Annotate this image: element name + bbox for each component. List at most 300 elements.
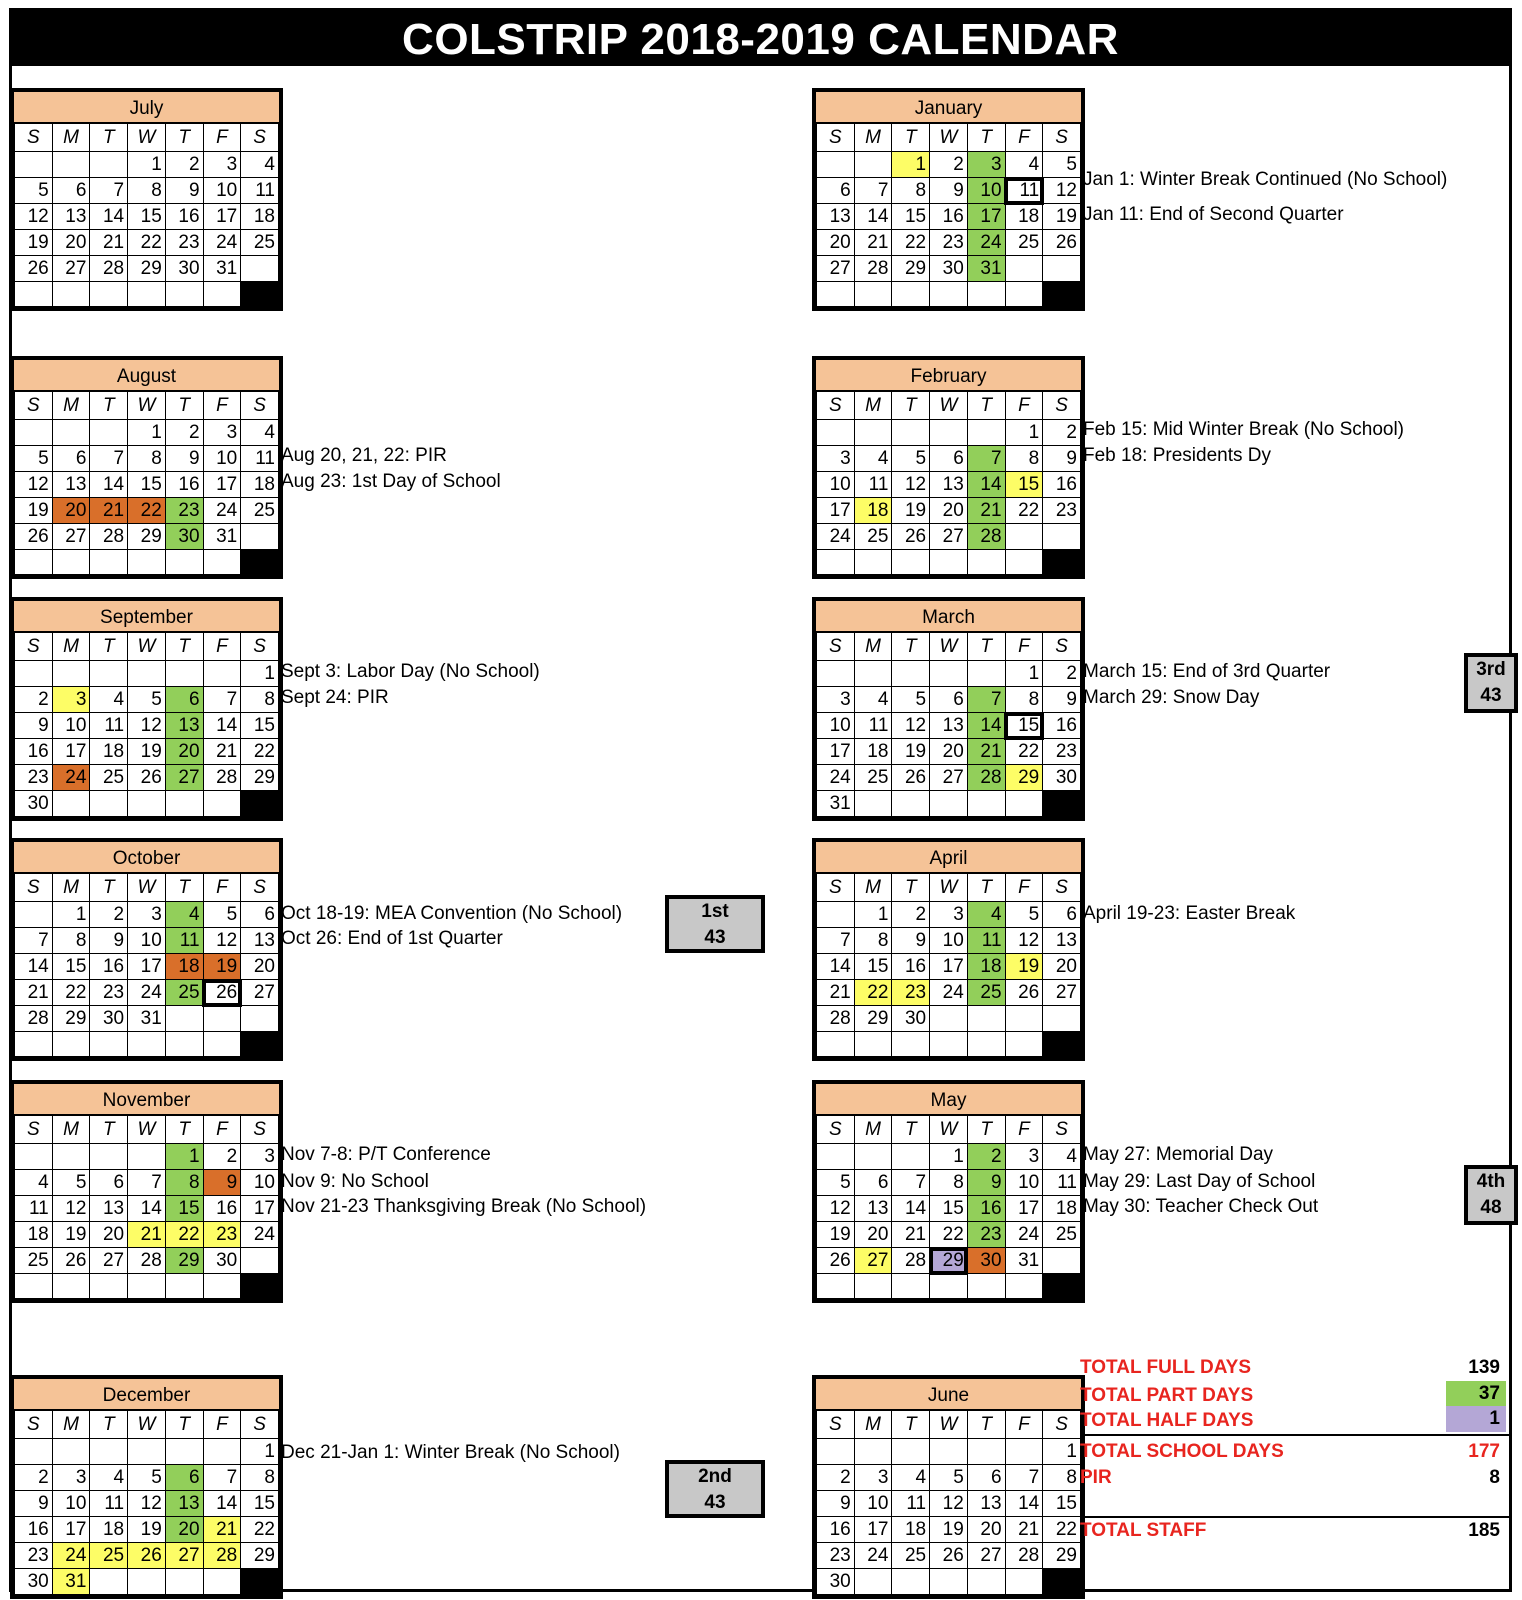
day-cell: 30: [967, 1248, 1005, 1274]
day-cell: 24: [203, 230, 241, 256]
day-cell: 4: [967, 902, 1005, 928]
day-cell: 29: [165, 1248, 203, 1274]
empty-cell: [15, 550, 53, 575]
empty-cell: [892, 282, 930, 307]
empty-cell: [1043, 1006, 1081, 1032]
day-cell: 12: [930, 1491, 968, 1517]
quarter-box-1st: [665, 895, 765, 953]
day-cell: 15: [892, 204, 930, 230]
day-cell: 28: [203, 1543, 241, 1569]
day-cell: 21: [817, 980, 855, 1006]
day-cell: 21: [128, 1222, 166, 1248]
day-cell: 7: [817, 928, 855, 954]
weekday-label: F: [1005, 124, 1043, 152]
day-cell: 24: [817, 765, 855, 791]
week-row: [817, 524, 1081, 550]
day-cell: 25: [241, 230, 279, 256]
empty-cell: [967, 1569, 1005, 1595]
empty-cell: [241, 550, 279, 575]
weekday-label: T: [967, 124, 1005, 152]
empty-cell: [930, 1569, 968, 1595]
day-cell: 21: [854, 230, 892, 256]
day-cell: 15: [52, 954, 90, 980]
empty-cell: [1043, 282, 1081, 307]
day-cell: 22: [241, 739, 279, 765]
month-name: December: [14, 1379, 279, 1410]
day-cell: 20: [1043, 954, 1081, 980]
day-cell: 5: [128, 687, 166, 713]
day-cell: 29: [930, 1248, 968, 1274]
day-cell: 9: [1043, 687, 1081, 713]
day-cell: 17: [128, 954, 166, 980]
day-cell: 2: [165, 152, 203, 178]
day-cell: 24: [1005, 1222, 1043, 1248]
empty-cell: [967, 1032, 1005, 1057]
note-oct-quarter-end: Oct 26: End of 1st Quarter: [281, 928, 503, 949]
weekday-label: S: [15, 874, 53, 902]
empty-cell: [817, 661, 855, 687]
day-cell: 17: [854, 1517, 892, 1543]
weekday-header-row: [817, 1411, 1081, 1439]
quarter-days: 43: [704, 927, 726, 948]
day-cell: 13: [90, 1196, 128, 1222]
total-part-days-value: 37: [1446, 1381, 1506, 1407]
empty-cell: [1005, 282, 1043, 307]
empty-cell: [90, 791, 128, 817]
empty-cell: [1043, 1274, 1081, 1299]
weekday-label: F: [203, 874, 241, 902]
empty-cell: [241, 1274, 279, 1299]
day-cell: 8: [854, 928, 892, 954]
week-row: [817, 204, 1081, 230]
weekday-label: W: [930, 1116, 968, 1144]
empty-cell: [1005, 524, 1043, 550]
day-cell: 7: [892, 1170, 930, 1196]
weekday-label: T: [892, 633, 930, 661]
weekday-label: F: [203, 124, 241, 152]
weekday-label: T: [892, 392, 930, 420]
empty-cell: [90, 1439, 128, 1465]
day-cell: 26: [15, 524, 53, 550]
week-row: [15, 928, 279, 954]
day-cell: 27: [241, 980, 279, 1006]
month-name: January: [816, 92, 1081, 123]
empty-cell: [817, 420, 855, 446]
empty-cell: [128, 661, 166, 687]
day-cell: 28: [15, 1006, 53, 1032]
week-row: [15, 1144, 279, 1170]
day-cell: 10: [52, 713, 90, 739]
day-cell: 16: [892, 954, 930, 980]
weekday-label: W: [128, 1116, 166, 1144]
weekday-label: W: [930, 1411, 968, 1439]
day-cell: 23: [90, 980, 128, 1006]
day-cell: 8: [930, 1170, 968, 1196]
day-cell: 19: [203, 954, 241, 980]
week-row: [817, 446, 1081, 472]
day-cell: 12: [128, 1491, 166, 1517]
empty-cell: [15, 1274, 53, 1299]
day-cell: 22: [128, 498, 166, 524]
empty-cell: [854, 550, 892, 575]
empty-cell: [930, 550, 968, 575]
week-row: [15, 980, 279, 1006]
day-cell: 16: [165, 204, 203, 230]
empty-cell: [203, 1006, 241, 1032]
day-cell: 17: [817, 498, 855, 524]
weekday-label: F: [203, 1411, 241, 1439]
quarter-box-3rd: [1464, 653, 1518, 713]
week-row: [15, 1517, 279, 1543]
month-name: August: [14, 360, 279, 391]
empty-cell: [854, 1439, 892, 1465]
empty-cell: [15, 1032, 53, 1057]
note-dec-winter-break: Dec 21-Jan 1: Winter Break (No School): [281, 1442, 620, 1463]
empty-cell: [90, 1032, 128, 1057]
weekday-label: W: [128, 1411, 166, 1439]
month-grid: [816, 873, 1081, 1057]
day-cell: 2: [817, 1465, 855, 1491]
day-cell: 27: [930, 765, 968, 791]
day-cell: 9: [203, 1170, 241, 1196]
day-cell: 17: [817, 739, 855, 765]
month-name: November: [14, 1084, 279, 1115]
weekday-label: S: [15, 392, 53, 420]
day-cell: 7: [967, 446, 1005, 472]
week-row: [15, 902, 279, 928]
month-grid: [14, 873, 279, 1057]
day-cell: 30: [203, 1248, 241, 1274]
week-row: [15, 472, 279, 498]
empty-cell: [892, 1569, 930, 1595]
empty-cell: [892, 661, 930, 687]
day-cell: 15: [1043, 1491, 1081, 1517]
day-cell: 22: [165, 1222, 203, 1248]
day-cell: 23: [15, 1543, 53, 1569]
day-cell: 12: [892, 472, 930, 498]
quarter-label: 2nd: [698, 1466, 732, 1487]
day-cell: 19: [892, 739, 930, 765]
day-cell: 29: [241, 765, 279, 791]
day-cell: 11: [165, 928, 203, 954]
day-cell: 11: [854, 713, 892, 739]
day-cell: 29: [892, 256, 930, 282]
week-row: [817, 1006, 1081, 1032]
weekday-label: T: [165, 1116, 203, 1144]
weekday-label: T: [892, 124, 930, 152]
day-cell: 26: [892, 765, 930, 791]
weekday-label: S: [817, 392, 855, 420]
empty-cell: [930, 1032, 968, 1057]
week-row: [817, 498, 1081, 524]
day-cell: 4: [854, 446, 892, 472]
empty-cell: [241, 1006, 279, 1032]
empty-cell: [52, 152, 90, 178]
month-grid: [816, 1410, 1081, 1595]
day-cell: 7: [1005, 1465, 1043, 1491]
day-cell: 28: [892, 1248, 930, 1274]
day-cell: 4: [1043, 1144, 1081, 1170]
week-row: [817, 713, 1081, 739]
day-cell: 10: [1005, 1170, 1043, 1196]
month-name: September: [14, 601, 279, 632]
day-cell: 22: [1043, 1517, 1081, 1543]
day-cell: 28: [967, 765, 1005, 791]
day-cell: 11: [241, 446, 279, 472]
empty-cell: [854, 1569, 892, 1595]
day-cell: 13: [165, 1491, 203, 1517]
day-cell: 2: [15, 687, 53, 713]
weekday-label: S: [1043, 392, 1081, 420]
day-cell: 9: [165, 446, 203, 472]
weekday-label: M: [52, 392, 90, 420]
total-staff-label: TOTAL STAFF: [1080, 1520, 1207, 1541]
empty-cell: [241, 282, 279, 307]
day-cell: 5: [15, 446, 53, 472]
empty-cell: [52, 661, 90, 687]
note-oct-mea: Oct 18-19: MEA Convention (No School): [281, 903, 623, 924]
weekday-header-row: [15, 392, 279, 420]
week-row: [817, 1543, 1081, 1569]
day-cell: 13: [1043, 928, 1081, 954]
day-cell: 2: [930, 152, 968, 178]
week-row: [817, 791, 1081, 817]
weekday-label: F: [1005, 1116, 1043, 1144]
day-cell: 7: [90, 446, 128, 472]
day-cell: 19: [930, 1517, 968, 1543]
day-cell: 17: [1005, 1196, 1043, 1222]
day-cell: 24: [817, 524, 855, 550]
day-cell: 19: [817, 1222, 855, 1248]
weekday-label: M: [52, 1411, 90, 1439]
empty-cell: [967, 1006, 1005, 1032]
day-cell: 27: [52, 256, 90, 282]
weekday-header-row: [15, 874, 279, 902]
empty-cell: [128, 1439, 166, 1465]
day-cell: 30: [1043, 765, 1081, 791]
day-cell: 1: [854, 902, 892, 928]
day-cell: 10: [930, 928, 968, 954]
day-cell: 31: [203, 256, 241, 282]
day-cell: 9: [1043, 446, 1081, 472]
weekday-label: W: [930, 874, 968, 902]
empty-cell: [203, 661, 241, 687]
day-cell: 6: [90, 1170, 128, 1196]
empty-cell: [15, 1144, 53, 1170]
day-cell: 5: [1005, 902, 1043, 928]
day-cell: 19: [1005, 954, 1043, 980]
day-cell: 10: [203, 178, 241, 204]
week-row: [15, 204, 279, 230]
weekday-label: M: [854, 1411, 892, 1439]
day-cell: 9: [967, 1170, 1005, 1196]
empty-cell: [1043, 256, 1081, 282]
week-row: [15, 152, 279, 178]
day-cell: 22: [930, 1222, 968, 1248]
month-august: [10, 356, 283, 579]
week-row: [15, 1032, 279, 1057]
weekday-label: T: [967, 633, 1005, 661]
empty-cell: [128, 791, 166, 817]
empty-cell: [165, 791, 203, 817]
empty-cell: [52, 1144, 90, 1170]
empty-cell: [967, 282, 1005, 307]
day-cell: 30: [817, 1569, 855, 1595]
quarter-label: 4th: [1476, 1171, 1506, 1192]
day-cell: 3: [52, 1465, 90, 1491]
day-cell: 29: [1005, 765, 1043, 791]
week-row: [15, 498, 279, 524]
day-cell: 23: [817, 1543, 855, 1569]
month-grid: [816, 632, 1081, 817]
weekday-label: M: [52, 124, 90, 152]
day-cell: 16: [90, 954, 128, 980]
empty-cell: [817, 1439, 855, 1465]
day-cell: 26: [817, 1248, 855, 1274]
day-cell: 12: [52, 1196, 90, 1222]
day-cell: 11: [90, 713, 128, 739]
day-cell: 3: [1005, 1144, 1043, 1170]
weekday-label: S: [241, 874, 279, 902]
day-cell: 23: [165, 498, 203, 524]
weekday-label: W: [930, 633, 968, 661]
day-cell: 14: [1005, 1491, 1043, 1517]
day-cell: 13: [930, 713, 968, 739]
weekday-label: T: [90, 874, 128, 902]
weekday-label: T: [892, 1411, 930, 1439]
empty-cell: [817, 1144, 855, 1170]
day-cell: 14: [967, 713, 1005, 739]
day-cell: 25: [1005, 230, 1043, 256]
day-cell: 2: [90, 902, 128, 928]
day-cell: 29: [854, 1006, 892, 1032]
day-cell: 8: [892, 178, 930, 204]
day-cell: 5: [930, 1465, 968, 1491]
weekday-label: M: [854, 1116, 892, 1144]
day-cell: 1: [1005, 661, 1043, 687]
day-cell: 21: [967, 498, 1005, 524]
day-cell: 31: [203, 524, 241, 550]
day-cell: 9: [165, 178, 203, 204]
empty-cell: [203, 1032, 241, 1057]
day-cell: 7: [90, 178, 128, 204]
week-row: [817, 420, 1081, 446]
day-cell: 26: [203, 980, 241, 1006]
day-cell: 25: [90, 1543, 128, 1569]
day-cell: 17: [203, 204, 241, 230]
weekday-label: W: [930, 124, 968, 152]
empty-cell: [892, 1274, 930, 1299]
empty-cell: [165, 1439, 203, 1465]
note-aug-pir: Aug 20, 21, 22: PIR: [281, 445, 447, 466]
day-cell: 20: [817, 230, 855, 256]
day-cell: 3: [854, 1465, 892, 1491]
day-cell: 18: [241, 204, 279, 230]
weekday-label: S: [241, 1411, 279, 1439]
weekday-label: F: [1005, 633, 1043, 661]
day-cell: 15: [128, 472, 166, 498]
day-cell: 5: [892, 687, 930, 713]
week-row: [817, 472, 1081, 498]
day-cell: 31: [967, 256, 1005, 282]
week-row: [817, 1274, 1081, 1299]
day-cell: 7: [854, 178, 892, 204]
week-row: [15, 1491, 279, 1517]
staff-divider: [1080, 1516, 1512, 1518]
quarter-days: 43: [704, 1492, 726, 1513]
empty-cell: [1005, 550, 1043, 575]
day-cell: 8: [1005, 687, 1043, 713]
day-cell: 28: [817, 1006, 855, 1032]
empty-cell: [241, 524, 279, 550]
empty-cell: [90, 1569, 128, 1595]
empty-cell: [90, 661, 128, 687]
empty-cell: [128, 1274, 166, 1299]
weekday-label: S: [1043, 1116, 1081, 1144]
empty-cell: [128, 1032, 166, 1057]
day-cell: 21: [15, 980, 53, 1006]
empty-cell: [817, 282, 855, 307]
day-cell: 20: [854, 1222, 892, 1248]
day-cell: 1: [128, 152, 166, 178]
day-cell: 11: [967, 928, 1005, 954]
weekday-header-row: [817, 874, 1081, 902]
day-cell: 22: [854, 980, 892, 1006]
day-cell: 15: [1005, 713, 1043, 739]
quarter-days: 48: [1480, 1197, 1502, 1218]
day-cell: 7: [15, 928, 53, 954]
month-january: [812, 88, 1085, 311]
week-row: [817, 1222, 1081, 1248]
day-cell: 18: [854, 739, 892, 765]
empty-cell: [203, 550, 241, 575]
empty-cell: [1043, 1248, 1081, 1274]
empty-cell: [165, 1032, 203, 1057]
day-cell: 30: [165, 256, 203, 282]
empty-cell: [1005, 1274, 1043, 1299]
day-cell: 8: [241, 1465, 279, 1491]
empty-cell: [128, 1144, 166, 1170]
day-cell: 14: [892, 1196, 930, 1222]
day-cell: 5: [203, 902, 241, 928]
day-cell: 23: [1043, 739, 1081, 765]
week-row: [15, 446, 279, 472]
day-cell: 16: [203, 1196, 241, 1222]
day-cell: 23: [930, 230, 968, 256]
empty-cell: [967, 1439, 1005, 1465]
day-cell: 22: [892, 230, 930, 256]
weekday-label: T: [967, 1116, 1005, 1144]
empty-cell: [817, 1274, 855, 1299]
weekday-label: T: [967, 392, 1005, 420]
note-feb-mid-winter: Feb 15: Mid Winter Break (No School): [1083, 419, 1405, 440]
day-cell: 30: [15, 791, 53, 817]
day-cell: 20: [165, 739, 203, 765]
day-cell: 3: [817, 446, 855, 472]
day-cell: 24: [241, 1222, 279, 1248]
day-cell: 16: [817, 1517, 855, 1543]
week-row: [15, 739, 279, 765]
day-cell: 14: [15, 954, 53, 980]
day-cell: 26: [1005, 980, 1043, 1006]
day-cell: 27: [817, 256, 855, 282]
empty-cell: [203, 1439, 241, 1465]
day-cell: 21: [203, 739, 241, 765]
note-feb-presidents: Feb 18: Presidents Dy: [1083, 445, 1271, 466]
day-cell: 8: [128, 178, 166, 204]
week-row: [817, 1465, 1081, 1491]
empty-cell: [1005, 1439, 1043, 1465]
